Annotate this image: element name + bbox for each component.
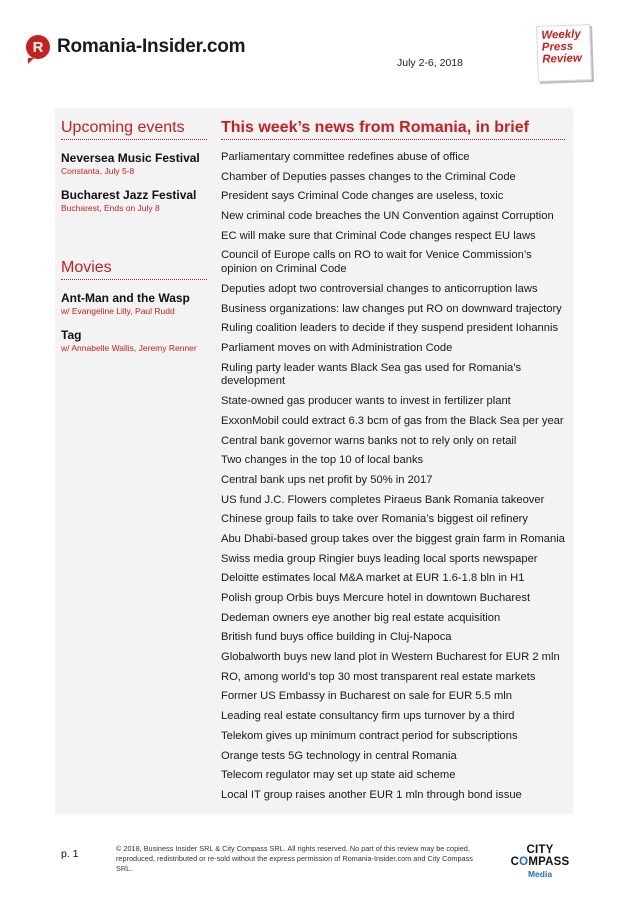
news-title: This week’s news from Romania, in brief: [221, 118, 565, 140]
news-item[interactable]: Telekom gives up minimum contract period for subscriptions: [221, 729, 518, 742]
events-title: Upcoming events: [61, 118, 207, 140]
event-meta: Bucharest, Ends on July 8: [61, 203, 160, 213]
copyright-notice: © 2018, Business Insider SRL & City Compass SRL. All rights reserved. No part of this review may be copied, reproduced, redistributed or re-sold without the express permission of Romania-Insider.com and City Compass SRL.: [116, 844, 473, 873]
event-item[interactable]: [61, 188, 207, 214]
issue-date: July 2-6, 2018: [397, 57, 463, 69]
brand-right: MPASS: [528, 856, 570, 868]
news-item[interactable]: President says Criminal Code changes are useless, toxic: [221, 190, 504, 203]
movie-item[interactable]: [61, 291, 207, 317]
weekly-press-review-badge: [536, 24, 592, 82]
news-item[interactable]: Former US Embassy in Bucharest on sale for EUR 5.5 mln: [221, 690, 512, 703]
page-number: p. 1: [61, 848, 79, 860]
event-name: Neversea Music Festival: [61, 151, 200, 165]
news-item[interactable]: Ruling party leader wants Black Sea gas used for Romania’s development: [221, 361, 522, 388]
city-compass-name: [500, 844, 580, 868]
city-compass-media: Media: [527, 869, 553, 879]
news-item[interactable]: Business organizations: law changes put RO on downward trajectory: [221, 302, 562, 315]
badge-line-1: Weekly: [541, 28, 582, 42]
movie-item[interactable]: [61, 328, 207, 354]
logo-r-icon: R: [26, 35, 50, 59]
movie-name: Tag: [61, 328, 82, 342]
compass-o-icon: O: [519, 856, 529, 868]
news-item[interactable]: Orange tests 5G technology in central Romania: [221, 749, 457, 762]
left-column: [61, 118, 207, 354]
news-item[interactable]: ExxonMobil could extract 6.3 bcm of gas from the Black Sea per year: [221, 414, 564, 427]
news-item[interactable]: Abu Dhabi-based group takes over the biggest grain farm in Romania: [221, 532, 565, 545]
city-compass-logo[interactable]: [500, 844, 580, 879]
news-item[interactable]: Ruling coalition leaders to decide if they suspend president Iohannis: [221, 322, 559, 335]
news-item[interactable]: Council of Europe calls on RO to wait for Venice Commission’s opinion on Criminal Code: [221, 249, 532, 276]
news-item[interactable]: Telecom regulator may set up state aid scheme: [221, 769, 456, 782]
news-item[interactable]: Deloitte estimates local M&A market at EUR 1.6-1.8 bln in H1: [221, 572, 525, 585]
news-list: [221, 151, 565, 803]
news-item[interactable]: Leading real estate consultancy firm ups turnover by a third: [221, 710, 515, 723]
news-item[interactable]: Two changes in the top 10 of local banks: [221, 454, 424, 467]
movies-section: [61, 258, 207, 354]
news-item[interactable]: British fund buys office building in Cluj-Napoca: [221, 631, 452, 644]
movie-cast: w/ Annabelle Wallis, Jeremy Renner: [61, 343, 197, 353]
news-item[interactable]: Polish group Orbis buys Mercure hotel in downtown Bucharest: [221, 592, 531, 605]
news-item[interactable]: Globalworth buys new land plot in Western Bucharest for EUR 2 mln: [221, 651, 560, 664]
movie-cast: w/ Evangeline Lilly, Paul Rudd: [61, 306, 175, 316]
event-meta: Constanta, July 5-8: [61, 166, 135, 176]
news-item[interactable]: Parliament moves on with Administration Code: [221, 341, 453, 354]
news-item[interactable]: Chamber of Deputies passes changes to the Criminal Code: [221, 170, 516, 183]
news-item[interactable]: Deputies adopt two controversial changes to anticorruption laws: [221, 282, 538, 295]
brand-left: CITY C: [510, 844, 554, 868]
badge-line-2: Press: [541, 40, 574, 54]
news-item[interactable]: US fund J.C. Flowers completes Piraeus Bank Romania takeover: [221, 493, 545, 506]
news-item[interactable]: New criminal code breaches the UN Convention against Corruption: [221, 210, 554, 223]
badge-line-3: Review: [542, 52, 583, 66]
news-item[interactable]: State-owned gas producer wants to invest in fertilizer plant: [221, 395, 511, 408]
movies-title: Movies: [61, 258, 207, 280]
news-item[interactable]: Local IT group raises another EUR 1 mln through bond issue: [221, 788, 522, 801]
news-item[interactable]: Chinese group fails to take over Romania’s biggest oil refinery: [221, 513, 528, 526]
news-item[interactable]: Central bank ups net profit by 50% in 2017: [221, 473, 433, 486]
logo-text: Romania-Insider.com: [57, 36, 246, 57]
event-item[interactable]: [61, 151, 207, 177]
news-item[interactable]: Central bank governor warns banks not to rely only on retail: [221, 434, 517, 447]
news-item[interactable]: Dedeman owners eye another big real estate acquisition: [221, 611, 501, 624]
news-item[interactable]: EC will make sure that Criminal Code changes respect EU laws: [221, 229, 536, 242]
news-item[interactable]: Swiss media group Ringier buys leading local sports newspaper: [221, 552, 538, 565]
news-item[interactable]: Parliamentary committee redefines abuse of office: [221, 151, 470, 163]
right-column: [221, 118, 565, 809]
movie-name: Ant-Man and the Wasp: [61, 291, 190, 305]
site-logo[interactable]: [26, 35, 245, 59]
news-item[interactable]: RO, among world’s top 30 most transparent real estate markets: [221, 670, 536, 683]
event-name: Bucharest Jazz Festival: [61, 188, 197, 202]
